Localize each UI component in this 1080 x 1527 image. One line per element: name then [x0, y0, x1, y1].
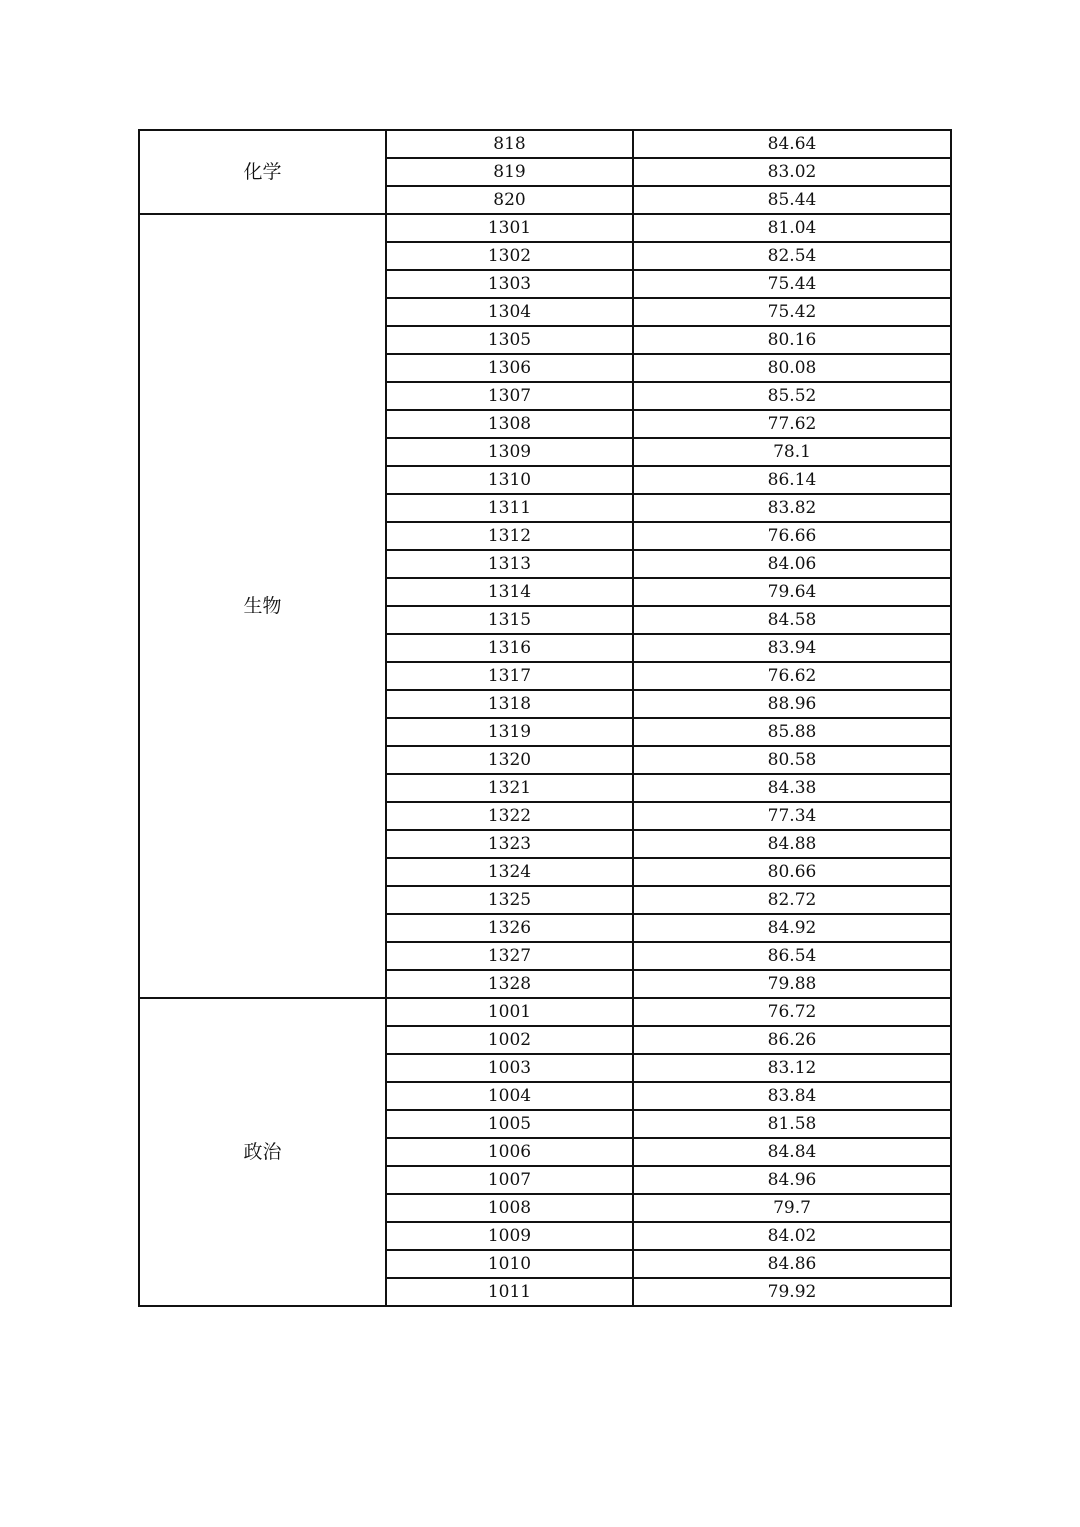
score-cell: 75.42 — [633, 298, 951, 326]
code-cell: 1310 — [386, 466, 633, 494]
score-cell: 75.44 — [633, 270, 951, 298]
code-cell: 1007 — [386, 1166, 633, 1194]
table-row — [139, 214, 951, 242]
score-cell: 79.92 — [633, 1278, 951, 1306]
code-cell: 1309 — [386, 438, 633, 466]
code-cell: 1307 — [386, 382, 633, 410]
code-cell: 820 — [386, 186, 633, 214]
score-table — [138, 129, 952, 1307]
code-cell: 1326 — [386, 914, 633, 942]
code-cell: 1325 — [386, 886, 633, 914]
score-cell: 83.12 — [633, 1054, 951, 1082]
code-cell: 819 — [386, 158, 633, 186]
score-cell: 78.1 — [633, 438, 951, 466]
table-row — [139, 998, 951, 1026]
score-cell: 82.54 — [633, 242, 951, 270]
score-cell: 76.66 — [633, 522, 951, 550]
code-cell: 1002 — [386, 1026, 633, 1054]
score-cell: 76.72 — [633, 998, 951, 1026]
score-cell: 86.54 — [633, 942, 951, 970]
score-cell: 84.06 — [633, 550, 951, 578]
score-cell: 80.66 — [633, 858, 951, 886]
score-cell: 81.04 — [633, 214, 951, 242]
code-cell: 1315 — [386, 606, 633, 634]
subject-cell: 化学 — [139, 130, 386, 214]
code-cell: 1313 — [386, 550, 633, 578]
score-cell: 84.88 — [633, 830, 951, 858]
code-cell: 1305 — [386, 326, 633, 354]
score-cell: 83.02 — [633, 158, 951, 186]
code-cell: 1302 — [386, 242, 633, 270]
code-cell: 1004 — [386, 1082, 633, 1110]
code-cell: 1003 — [386, 1054, 633, 1082]
score-cell: 77.62 — [633, 410, 951, 438]
score-cell: 85.88 — [633, 718, 951, 746]
subject-cell: 生物 — [139, 214, 386, 998]
code-cell: 1311 — [386, 494, 633, 522]
score-cell: 84.58 — [633, 606, 951, 634]
table-row — [139, 130, 951, 158]
code-cell: 1324 — [386, 858, 633, 886]
code-cell: 1009 — [386, 1222, 633, 1250]
code-cell: 1314 — [386, 578, 633, 606]
score-cell: 76.62 — [633, 662, 951, 690]
code-cell: 1306 — [386, 354, 633, 382]
score-cell: 85.52 — [633, 382, 951, 410]
code-cell: 1001 — [386, 998, 633, 1026]
code-cell: 1008 — [386, 1194, 633, 1222]
code-cell: 1322 — [386, 802, 633, 830]
code-cell: 1312 — [386, 522, 633, 550]
score-cell: 84.64 — [633, 130, 951, 158]
score-cell: 85.44 — [633, 186, 951, 214]
score-cell: 84.96 — [633, 1166, 951, 1194]
score-cell: 79.88 — [633, 970, 951, 998]
score-cell: 84.86 — [633, 1250, 951, 1278]
code-cell: 1328 — [386, 970, 633, 998]
score-cell: 84.84 — [633, 1138, 951, 1166]
score-cell: 81.58 — [633, 1110, 951, 1138]
subject-cell: 政治 — [139, 998, 386, 1306]
score-cell: 79.7 — [633, 1194, 951, 1222]
score-cell: 83.94 — [633, 634, 951, 662]
score-cell: 82.72 — [633, 886, 951, 914]
code-cell: 1319 — [386, 718, 633, 746]
score-cell: 80.58 — [633, 746, 951, 774]
score-cell: 80.08 — [633, 354, 951, 382]
score-cell: 86.26 — [633, 1026, 951, 1054]
score-cell: 80.16 — [633, 326, 951, 354]
code-cell: 818 — [386, 130, 633, 158]
code-cell: 1303 — [386, 270, 633, 298]
score-cell: 77.34 — [633, 802, 951, 830]
score-cell: 79.64 — [633, 578, 951, 606]
code-cell: 1323 — [386, 830, 633, 858]
score-cell: 84.02 — [633, 1222, 951, 1250]
code-cell: 1316 — [386, 634, 633, 662]
code-cell: 1011 — [386, 1278, 633, 1306]
code-cell: 1321 — [386, 774, 633, 802]
score-cell: 86.14 — [633, 466, 951, 494]
score-cell: 83.84 — [633, 1082, 951, 1110]
code-cell: 1327 — [386, 942, 633, 970]
code-cell: 1318 — [386, 690, 633, 718]
score-cell: 83.82 — [633, 494, 951, 522]
code-cell: 1304 — [386, 298, 633, 326]
code-cell: 1006 — [386, 1138, 633, 1166]
score-cell: 84.92 — [633, 914, 951, 942]
code-cell: 1308 — [386, 410, 633, 438]
score-cell: 84.38 — [633, 774, 951, 802]
code-cell: 1320 — [386, 746, 633, 774]
score-table-body — [139, 130, 951, 1306]
code-cell: 1317 — [386, 662, 633, 690]
code-cell: 1010 — [386, 1250, 633, 1278]
score-cell: 88.96 — [633, 690, 951, 718]
code-cell: 1005 — [386, 1110, 633, 1138]
code-cell: 1301 — [386, 214, 633, 242]
